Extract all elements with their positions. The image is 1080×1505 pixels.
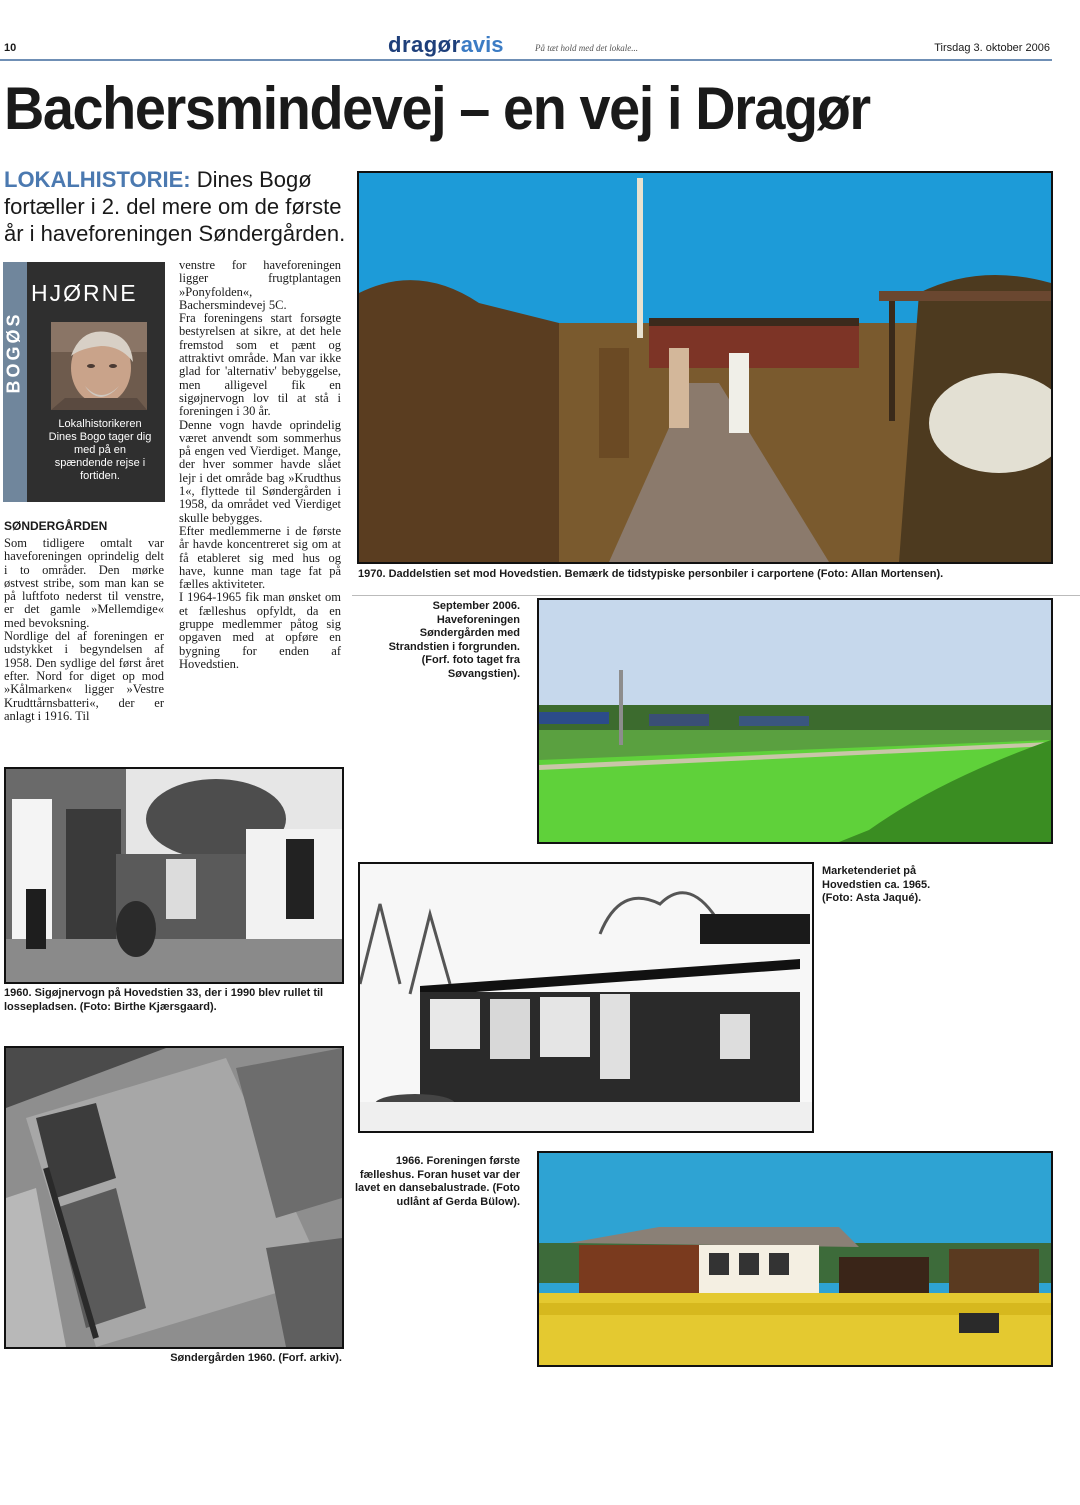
caption-faelleshus-1966: 1966. Foreningen første fælleshus. Foran huset var der lavet en dansebalustrade. (Foto udlånt af Gerda Bülow).	[354, 1155, 520, 1208]
photo-september-2006	[537, 598, 1053, 844]
photo-gypsy-wagon-1960	[4, 767, 344, 984]
caption-aerial-1960: Søndergården 1960. (Forf. arkiv).	[170, 1352, 342, 1364]
photo-aerial-1960	[4, 1046, 344, 1349]
columnist-box	[3, 262, 165, 502]
photo-marketenderiet-1965	[358, 862, 814, 1133]
columnist-title: HJØRNE	[31, 280, 138, 306]
standfirst	[4, 166, 350, 247]
standfirst-text: Dines Bogø fortæller i 2. del mere om de første år i haveforeningen Søndergården.	[4, 167, 346, 246]
columnist-portrait	[51, 322, 147, 410]
page-fold-line	[352, 595, 1080, 596]
article-column-2: venstre for haveforeningen ligger frugtplantagen »Ponyfolden«, Bachersmindevej 5C. Fra foreningens start forsøgte bestyrelsen at sikre, at det hele fremstod som et pænt og attraktivt område. Man var ikke glad for 'alternativ' bebyggelse, men alligevel fik en sigøjnervogn lov til at stå i foreningen i 30 år. Denne vogn havde oprindelig været anvendt som sommerhus på engen ved Vierdiget. Mange, der hver sommer havde slået lejr i det område bag »Krudthus 1«, flyttede til Søndergården i 1958, da området ved Vierdiget skulle bebygges. Efter medlemmerne i de første år havde koncentreret sig om at få etableret sig med hus og have, kunne man tage fat på fælles aktiviteter. I 1964-1965 fik man ønsket om et fælleshus opfyldt, da en gruppe medlemmer påtog sig opgaven med at opføre en bygning for enden af Hovedstien.	[179, 258, 341, 671]
caption-gypsy-wagon-1960: 1960. Sigøjnervogn på Hovedstien 33, der i 1990 blev rullet til lossepladsen. (Foto: Birthe Kjærsgaard).	[4, 987, 324, 1013]
photo-faelleshus-1966	[537, 1151, 1053, 1367]
caption-september-2006: September 2006. Haveforeningen Søndergården med Strandstien i forgrunden. (Forf. foto taget fra Søvangstien).	[388, 600, 520, 680]
section-subhead: SØNDERGÅRDEN	[4, 519, 108, 533]
caption-marketenderiet-1965: Marketenderiet på Hovedstien ca. 1965. (Foto: Asta Jaqué).	[822, 865, 931, 904]
caption-daddelstien-1970: 1970. Daddelstien set mod Hovedstien. Bemærk de tidstypiske personbiler i carportene (Foto: Allan Mortensen).	[358, 568, 944, 580]
issue-date: Tirsdag 3. oktober 2006	[934, 42, 1050, 54]
header-rule	[0, 59, 1052, 61]
photo-daddelstien-1970	[357, 171, 1053, 564]
columnist-caption: Lokalhistorikeren Dines Bogo tager dig med på en spændende rejse i fortiden.	[48, 418, 152, 482]
logo-avis: avis	[460, 32, 504, 57]
masthead-tagline: På tæt hold med det lokale...	[535, 43, 638, 53]
logo-dragor: dragør	[388, 32, 461, 57]
columnist-name: BOGØS	[3, 311, 24, 394]
page-number: 10	[4, 42, 17, 54]
article-column-1: Som tidligere omtalt var haveforeningen oprindelig delt i to områder. Den mørke østvest stribe, som man kan se på luftfoto nederst til venstre, er det gamle »Mellemdige« med bevoksning. Nordlige del af foreningen er udstykket i begyndelsen af 1958. Den sydlige del først året efter. Nord for diget op mod »Kålmarken« ligger »Vestre Krudttårnsbatteri«, der er anlagt i 1916. Til	[4, 536, 164, 723]
masthead-logo	[388, 32, 504, 56]
standfirst-kicker: LOKALHISTORIE:	[4, 167, 191, 192]
headline: Bachersmindevej – en vej i Dragør	[4, 75, 870, 142]
